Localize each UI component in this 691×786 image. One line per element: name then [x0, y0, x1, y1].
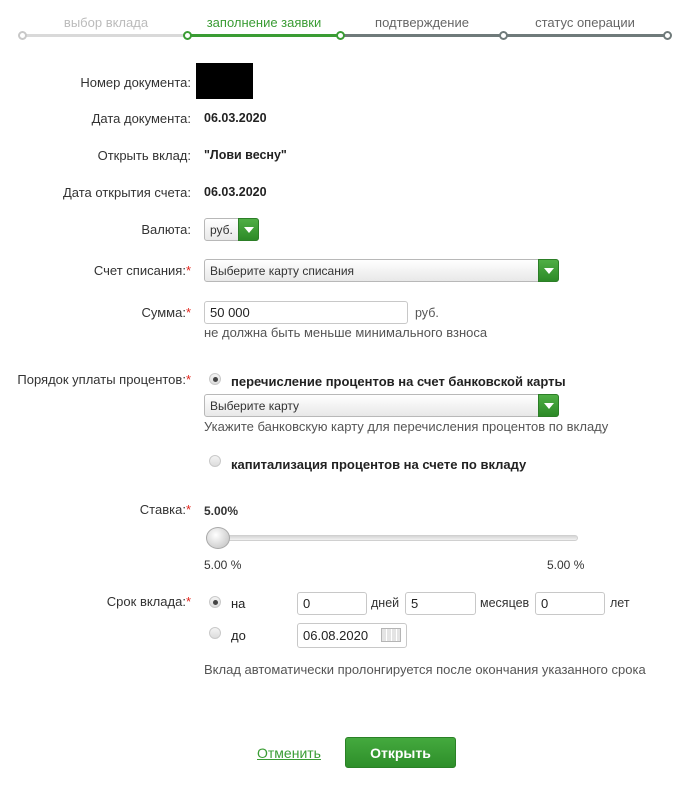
required-mark: *	[185, 372, 191, 387]
required-mark: *	[185, 502, 191, 517]
interest-card-placeholder: Выберите карту	[210, 399, 300, 413]
step-label-choose: выбор вклада	[63, 15, 149, 30]
cancel-link[interactable]: Отменить	[257, 745, 321, 761]
amount-input[interactable]: 50 000	[204, 301, 408, 324]
debit-card-select[interactable]	[204, 259, 559, 282]
prolong-note: Вклад автоматически пролонгируется после окончания указанного срока	[204, 662, 646, 677]
doc-date-value: 06.03.2020	[204, 111, 267, 125]
currency-select[interactable]	[204, 218, 259, 241]
open-date-value: 06.03.2020	[204, 185, 267, 199]
amount-hint: не должна быть меньше минимального взноса	[204, 325, 488, 340]
step-line-1	[22, 34, 188, 37]
term-months-input[interactable]: 5	[405, 592, 476, 615]
calendar-icon[interactable]	[381, 628, 401, 642]
amount-label-text: Сумма:	[141, 305, 186, 320]
days-unit: дней	[371, 596, 400, 610]
term-until-label[interactable]: до	[231, 628, 246, 643]
term-years-input[interactable]: 0	[535, 592, 605, 615]
step-label-confirm: подтверждение	[375, 15, 469, 30]
interest-to-card-radio[interactable]	[209, 373, 221, 385]
debit-label	[94, 263, 191, 278]
deposit-label: Открыть вклад:	[97, 148, 191, 163]
months-unit: месяцев	[480, 596, 530, 610]
step-dot-4	[499, 31, 508, 40]
rate-slider-thumb[interactable]	[206, 527, 230, 549]
term-label-text: Срок вклада:	[106, 594, 186, 609]
step-dot-5	[663, 31, 672, 40]
deposit-value: "Лови весну"	[204, 148, 287, 162]
step-label-status: статус операции	[535, 15, 635, 30]
term-until-date-value: 06.08.2020	[303, 628, 369, 643]
debit-card-placeholder: Выберите карту списания	[210, 264, 355, 278]
interest-card-select[interactable]	[204, 394, 559, 417]
term-until-date-input[interactable]	[297, 623, 407, 648]
rate-min: 5.00 %	[204, 558, 242, 572]
years-unit: лет	[610, 596, 630, 610]
interest-card-hint: Укажите банковскую карту для перечисления процентов по вкладу	[204, 419, 609, 434]
rate-value: 5.00%	[204, 504, 239, 518]
term-days-input[interactable]: 0	[297, 592, 367, 615]
doc-number-redacted	[196, 63, 253, 99]
step-label-fill: заполнение заявки	[206, 15, 322, 30]
currency-label: Валюта:	[141, 222, 191, 237]
currency-value: руб.	[210, 223, 233, 237]
term-duration-radio[interactable]	[209, 596, 221, 608]
required-mark: *	[185, 594, 191, 609]
doc-number-label: Номер документа:	[80, 75, 191, 90]
required-mark: *	[185, 305, 191, 320]
open-button[interactable]: Открыть	[345, 737, 456, 768]
doc-date-label: Дата документа:	[91, 111, 191, 126]
step-dot-1	[18, 31, 27, 40]
required-mark: *	[185, 263, 191, 278]
interest-label-text: Порядок уплаты процентов:	[17, 372, 186, 387]
term-until-radio[interactable]	[209, 627, 221, 639]
term-on-label[interactable]: на	[231, 596, 246, 611]
step-dot-2	[183, 31, 192, 40]
rate-max: 5.00 %	[547, 558, 585, 572]
chevron-down-icon[interactable]	[538, 259, 559, 282]
rate-label-text: Ставка:	[139, 502, 186, 517]
open-date-label: Дата открытия счета:	[62, 185, 191, 200]
rate-slider-track[interactable]	[206, 535, 578, 541]
term-label	[107, 594, 191, 609]
chevron-down-icon[interactable]	[238, 218, 259, 241]
amount-label	[141, 305, 191, 320]
amount-unit: руб.	[415, 306, 439, 320]
chevron-down-icon[interactable]	[538, 394, 559, 417]
step-line-2	[188, 34, 341, 37]
interest-label	[17, 372, 191, 387]
rate-label	[140, 502, 191, 517]
debit-label-text: Счет списания:	[93, 263, 186, 278]
capitalization-label[interactable]: капитализация процентов на счете по вкладу	[231, 457, 527, 472]
step-dot-3	[336, 31, 345, 40]
capitalization-radio[interactable]	[209, 455, 221, 467]
interest-to-card-label[interactable]: перечисление процентов на счет банковской карты	[231, 374, 566, 389]
